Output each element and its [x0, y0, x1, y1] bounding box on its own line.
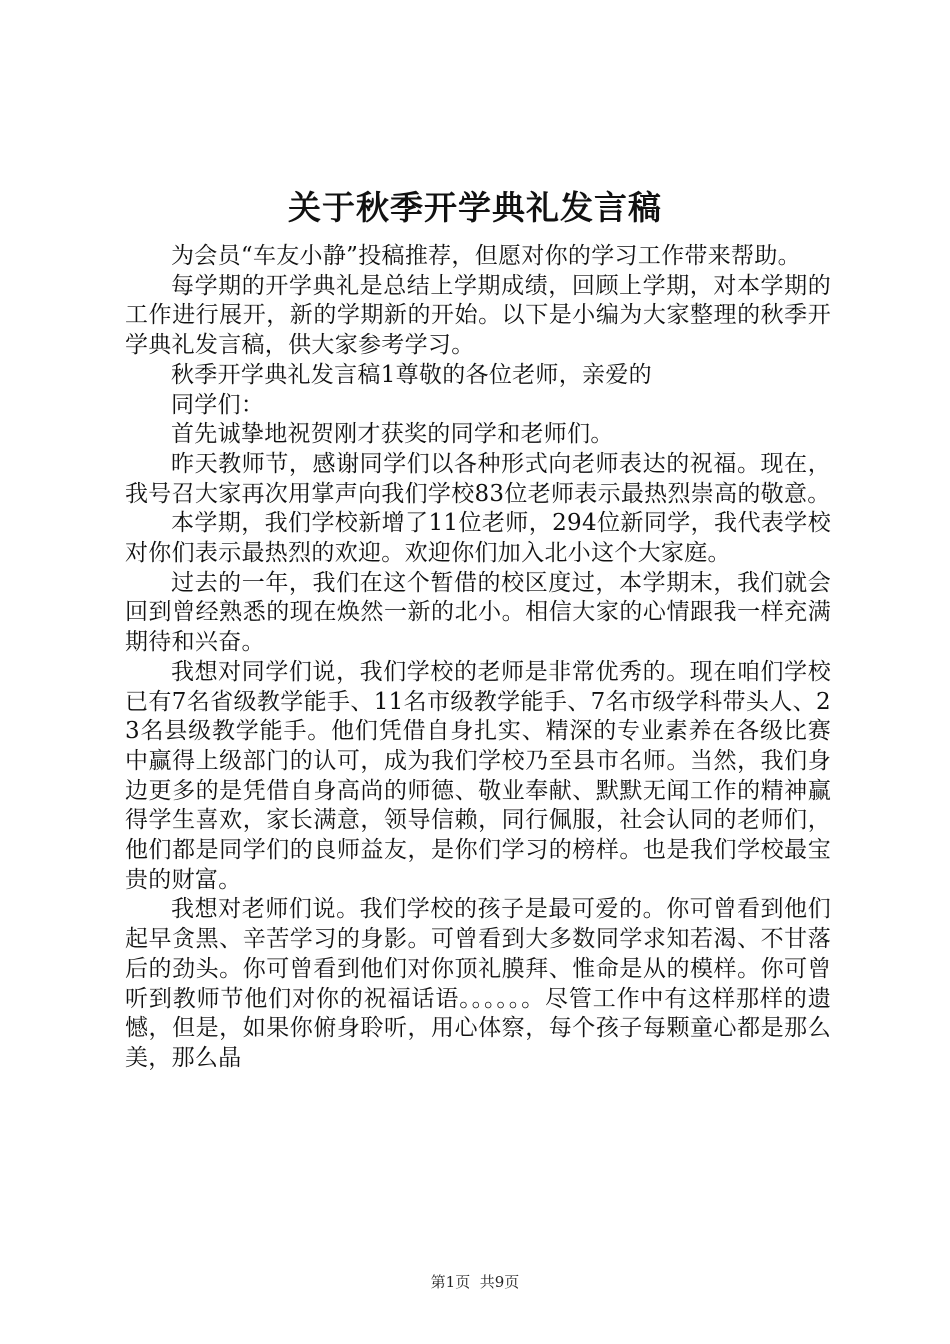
- paragraph: 我想对老师们说。我们学校的孩子是最可爱的。你可曾看到他们起早贪黑、辛苦学习的身影。可曾看到大多数同学求知若渴、不甘落后的劲头。你可曾看到他们对你顶礼膜拜、惟命是从的模样。你可曾听到教师节他们对你的祝福话语。。。。。。尽管工作中有这样那样的遗憾，但是，如果你俯身聆听，用心体察，每个孩子每颗童心都是那么美，那么晶: [125, 896, 831, 1071]
- paragraph: 本学期，我们学校新增了11位老师，294位新同学，我代表学校对你们表示最热烈的欢迎。欢迎你们加入北小这个大家庭。: [125, 510, 831, 567]
- document-title: 关于秋季开学典礼发言稿: [288, 188, 662, 227]
- paragraph: 同学们：: [171, 391, 265, 418]
- page-number: 第1页: [430, 1273, 471, 1291]
- paragraph: 过去的一年，我们在这个暂借的校区度过，本学期末，我们就会回到曾经熟悉的现在焕然一新的北小。相信大家的心情跟我一样充满期待和兴奋。: [125, 569, 831, 656]
- document-body: [125, 242, 831, 1074]
- paragraph: 我想对同学们说，我们学校的老师是非常优秀的。现在咱们学校已有7名省级教学能手、11名市级教学能手、7名市级学科带头人、23名县级教学能手。他们凭借自身扎实、精深的专业素养在各级比赛中赢得上级部门的认可，成为我们学校乃至县市名师。当然，我们身边更多的是凭借自身高尚的师德、敬业奉献、默默无闻工作的精神赢得学生喜欢，家长满意，领导信赖，同行佩服，社会认同的老师们，他们都是同学们的良师益友，是你们学习的榜样。也是我们学校最宝贵的财富。: [125, 658, 831, 893]
- paragraph: 为会员“车友小静”投稿推荐，但愿对你的学习工作带来帮助。: [171, 243, 801, 269]
- paragraph: 昨天教师节，感谢同学们以各种形式向老师表达的祝福。现在，我号召大家再次用掌声向我们学校83位老师表示最热烈崇高的敬意。: [125, 450, 831, 507]
- page-footer: [0, 1272, 950, 1292]
- paragraph: 首先诚挚地祝贺刚才获奖的同学和老师们。: [171, 421, 614, 448]
- footer-separator: [470, 1273, 480, 1291]
- paragraph: 秋季开学典礼发言稿1尊敬的各位老师，亲爱的: [171, 361, 652, 388]
- paragraph: 每学期的开学典礼是总结上学期成绩，回顾上学期，对本学期的工作进行展开，新的学期新的开始。以下是小编为大家整理的秋季开学典礼发言稿，供大家参考学习。: [125, 272, 831, 359]
- total-pages: 共9页: [479, 1273, 520, 1291]
